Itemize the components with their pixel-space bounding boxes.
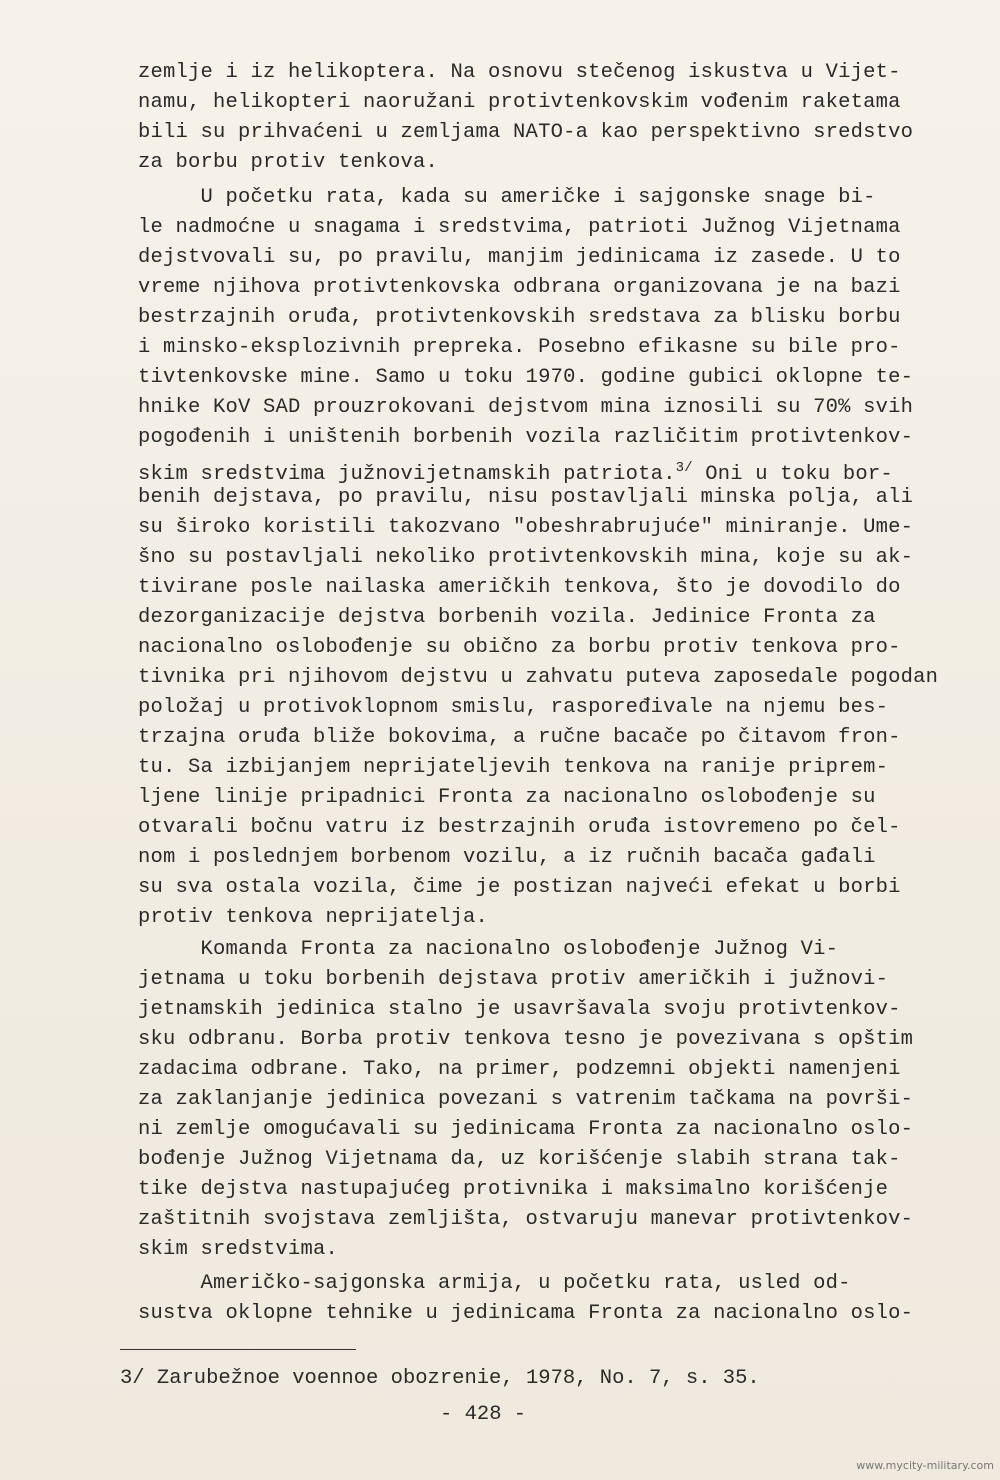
text-line: i minsko-eksplozivnih prepreka. Posebno efikasne su bile pro- — [138, 336, 901, 359]
text-line: trzajna oruđa bliže bokovima, a ručne bacače po čitavom fron- — [138, 726, 901, 749]
text-line: su sva ostala vozila, čime je postizan najveći efekat u borbi — [138, 876, 901, 899]
text-line: pogođenih i uništenih borbenih vozila različitim protivtenkov- — [138, 426, 914, 449]
text-line: benih dejstava, po pravilu, nisu postavljali minska polja, ali — [138, 486, 914, 509]
text-line: zadacima odbrane. Tako, na primer, podzemni objekti namenjeni — [138, 1058, 901, 1081]
text-line: hnike KoV SAD prouzrokovani dejstvom mina iznosili su 70% svih — [138, 396, 914, 419]
text-line: dejstvovali su, po pravilu, manjim jedinicama iz zasede. U to — [138, 246, 901, 269]
text-line: ljene linije pripadnici Fronta za nacionalno oslobođenje su — [138, 786, 876, 809]
text-line: položaj u protivoklopnom smislu, raspoređivale na njemu bes- — [138, 696, 889, 719]
text-line: ni zemlje omogućavali su jedinicama Fronta za nacionalno oslo- — [138, 1118, 914, 1141]
text-line: tivirane posle nailaska američkih tenkova, što je dovodilo do — [138, 576, 901, 599]
text-line: zemlje i iz helikoptera. Na osnovu stečenog iskustva u Vijet- — [138, 61, 901, 84]
text-line: skim sredstvima. — [138, 1238, 339, 1261]
text-line: otvarali bočnu vatru iz bestrzajnih oruđa istovremeno po čel- — [138, 816, 901, 839]
text-line: tivtenkovske mine. Samo u toku 1970. godine gubici oklopne te- — [138, 366, 914, 389]
text-segment: Oni u toku bor- — [692, 462, 893, 486]
text-line: Komanda Fronta za nacionalno oslobođenje Južnog Vi- — [138, 938, 839, 961]
text-line: jetnama u toku borbenih dejstava protiv američkih i južnovi- — [138, 968, 889, 991]
text-line: protiv tenkova neprijatelja. — [138, 906, 489, 929]
text-line: namu, helikopteri naoružani protivtenkovskim vođenim raketama — [138, 91, 901, 114]
text-line: nacionalno oslobođenje su obično za borbu protiv tenkova pro- — [138, 636, 901, 659]
text-line: le nadmoćne u snagama i sredstvima, patrioti Južnog Vijetnama — [138, 216, 901, 239]
text-line: su široko koristili takozvano "obeshrabrujuće" miniranje. Ume- — [138, 516, 914, 539]
footnote-reference: 3/ — [675, 460, 693, 476]
footnote: 3/ Zarubežnoe voennoe obozrenie, 1978, No. 7, s. 35. — [120, 1367, 760, 1390]
text-line: bođenje Južnog Vijetnama da, uz korišćenje slabih strana tak- — [138, 1148, 901, 1171]
text-line: U početku rata, kada su američke i sajgonske snage bi- — [138, 186, 876, 209]
text-line: sku odbranu. Borba protiv tenkova tesno je povezivana s opštim — [138, 1028, 914, 1051]
text-line: sustva oklopne tehnike u jedinicama Fronta za nacionalno oslo- — [138, 1302, 914, 1325]
watermark: www.mycity-military.com — [856, 1459, 994, 1472]
text-line: bili su prihvaćeni u zemljama NATO-a kao perspektivno sredstvo — [138, 121, 914, 144]
text-line: dezorganizacije dejstva borbenih vozila. Jedinice Fronta za — [138, 606, 876, 629]
text-line: šno su postavljali nekoliko protivtenkovskih mina, koje su ak- — [138, 546, 914, 569]
text-line: tivnika pri njihovom dejstvu u zahvatu puteva zaposedale pogodan — [138, 666, 939, 689]
page-number: - 428 - — [440, 1403, 527, 1426]
text-line: tu. Sa izbijanjem neprijateljevih tenkova na ranije priprem- — [138, 756, 889, 779]
text-line: za zaklanjanje jedinica povezani s vatrenim tačkama na površi- — [138, 1088, 914, 1111]
text-segment: skim sredstvima južnovijetnamskih patriota. — [138, 462, 676, 486]
footnote-divider — [120, 1349, 356, 1350]
text-line: vreme njihova protivtenkovska odbrana organizovana je na bazi — [138, 276, 901, 299]
text-line: Američko-sajgonska armija, u početku rata, usled od- — [138, 1272, 851, 1295]
text-line: bestrzajnih oruđa, protivtenkovskih sredstava za blisku borbu — [138, 306, 901, 329]
text-line: za borbu protiv tenkova. — [138, 151, 439, 174]
text-line: tike dejstva nastupajućeg protivnika i maksimalno korišćenje — [138, 1178, 889, 1201]
text-line: nom i poslednjem borbenom vozilu, a iz ručnih bacača gađali — [138, 846, 876, 869]
text-line: jetnamskih jedinica stalno je usavršavala svoju protivtenkov- — [138, 998, 901, 1021]
text-line: zaštitnih svojstava zemljišta, ostvaruju manevar protivtenkov- — [138, 1208, 914, 1231]
